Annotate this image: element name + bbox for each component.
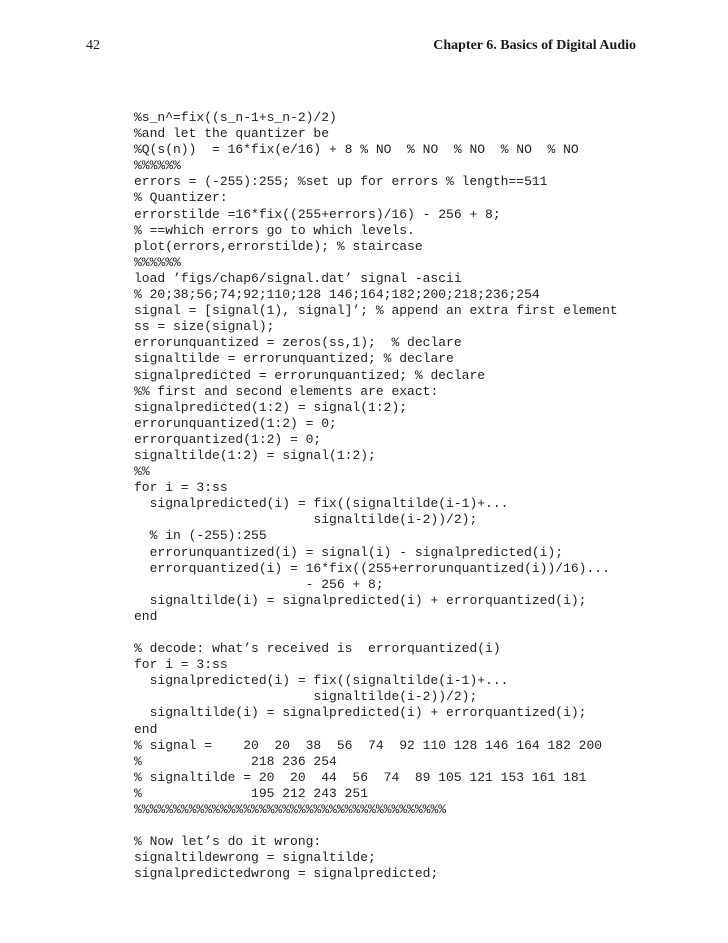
code-line: signaltilde(i) = signalpredicted(i) + errorquantized(i); (134, 705, 587, 721)
chapter-title: Chapter 6. Basics of Digital Audio (433, 38, 636, 53)
code-line: % decode: what’s received is errorquantized(i) (134, 641, 501, 657)
code-line: signalpredictedwrong = signalpredicted; (134, 866, 439, 882)
code-line: signalpredicted = errorunquantized; % declare (134, 367, 486, 383)
code-line: % signaltilde = 20 20 44 56 74 89 105 121 153 161 181 (134, 769, 587, 785)
code-line: % ==which errors go to which levels. (134, 222, 415, 238)
code-line: % 195 212 243 251 (134, 785, 369, 801)
code-line: % Now let’s do it wrong: (134, 834, 322, 850)
code-line: %and let the quantizer be (134, 126, 330, 142)
code-line: errorstilde =16*fix((255+errors)/16) - 256 + 8; (134, 206, 501, 222)
code-line: errorunquantized(1:2) = 0; (134, 415, 337, 431)
code-line: signalpredicted(1:2) = signal(1:2); (134, 399, 408, 415)
code-line: errorquantized(i) = 16*fix((255+errorunquantized(i))/16)... (134, 560, 610, 576)
code-line: end (134, 608, 158, 624)
code-line: plot(errors,errorstilde); % staircase (134, 238, 423, 254)
code-line: - 256 + 8; (134, 576, 384, 592)
code-line: signaltilde(i) = signalpredicted(i) + errorquantized(i); (134, 592, 587, 608)
code-line: signaltilde(i-2))/2); (134, 512, 478, 528)
code-line: errors = (-255):255; %set up for errors % length==511 (134, 174, 548, 190)
code-line: %% first and second elements are exact: (134, 383, 439, 399)
code-line: errorunquantized(i) = signal(i) - signalpredicted(i); (134, 544, 564, 560)
code-line: end (134, 721, 158, 737)
code-line: signaltilde(i-2))/2); (134, 689, 478, 705)
code-line: ss = size(signal); (134, 319, 275, 335)
code-line: for i = 3:ss (134, 657, 228, 673)
code-line: errorunquantized = zeros(ss,1); % declare (134, 335, 462, 351)
code-line: %%%%%% (134, 158, 181, 174)
code-line: signalpredicted(i) = fix((signaltilde(i-1)+... (134, 673, 509, 689)
code-line: signaltildewrong = signaltilde; (134, 850, 376, 866)
code-line: %Q(s(n)) = 16*fix(e/16) + 8 % NO % NO % NO % NO % NO (134, 142, 579, 158)
code-line: errorquantized(1:2) = 0; (134, 431, 322, 447)
code-line (134, 625, 694, 641)
code-line: % Quantizer: (134, 190, 228, 206)
code-line: %% (134, 464, 150, 480)
code-line: %s_n^=fix((s_n-1+s_n-2)/2) (134, 110, 337, 125)
code-line: signal = [signal(1), signal]’; % append an extra first element (134, 303, 618, 319)
code-line: %%%%%% (134, 254, 181, 270)
code-line: signaltilde(1:2) = signal(1:2); (134, 447, 376, 463)
code-line: signaltilde = errorunquantized; % declare (134, 351, 454, 367)
page-header (86, 38, 636, 58)
code-line: load ’figs/chap6/signal.dat’ signal -ascii (134, 270, 462, 286)
code-line (134, 818, 694, 834)
code-line: % in (-255):255 (134, 528, 267, 544)
code-line: for i = 3:ss (134, 480, 228, 496)
code-listing (134, 110, 694, 883)
code-line: % 218 236 254 (134, 753, 337, 769)
page-number: 42 (86, 38, 100, 53)
code-line: % signal = 20 20 38 56 74 92 110 128 146 164 182 200 (134, 737, 603, 753)
code-line: signalpredicted(i) = fix((signaltilde(i-1)+... (134, 496, 509, 512)
code-line: %%%%%%%%%%%%%%%%%%%%%%%%%%%%%%%%%%%%%%%% (134, 802, 447, 818)
code-line: % 20;38;56;74;92;110;128 146;164;182;200;218;236;254 (134, 287, 540, 303)
